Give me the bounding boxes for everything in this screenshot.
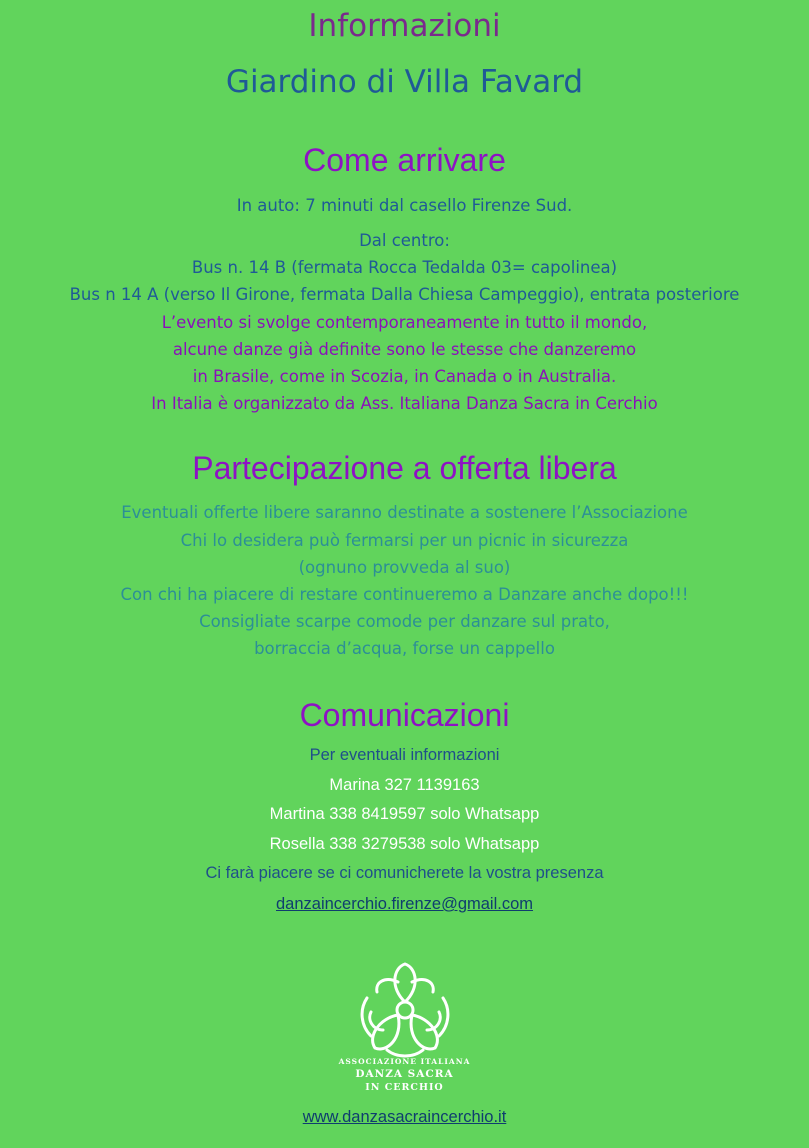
participation-line: borraccia d’acqua, forse un cappello xyxy=(254,639,555,658)
logo-text-line3: IN CERCHIO xyxy=(365,1082,444,1093)
participation-line: Eventuali offerte libere saranno destinate a sostenere l’Associazione xyxy=(121,503,688,522)
directions-center-label: Dal centro: xyxy=(359,231,450,250)
directions-car: In auto: 7 minuti dal casello Firenze Sud. xyxy=(236,196,573,215)
page-title: Informazioni xyxy=(308,8,501,44)
section-title-partecipazione: Partecipazione a offerta libera xyxy=(192,450,617,486)
email-line xyxy=(0,894,809,914)
directions-bus-14b: Bus n. 14 B (fermata Rocca Tedalda 03= capolinea) xyxy=(191,258,618,277)
participation-line: Con chi ha piacere di restare continueremo a Danzare anche dopo!!! xyxy=(120,585,689,604)
logo-text-line1: ASSOCIAZIONE ITALIANA xyxy=(338,1057,471,1066)
contact-martina: Martina 338 8419597 solo Whatsapp xyxy=(269,805,540,823)
event-description-line: alcune danze già definite sono le stesse che danzeremo xyxy=(172,340,637,359)
participation-line: Consigliate scarpe comode per danzare sul prato, xyxy=(199,612,610,631)
contact-intro: Per eventuali informazioni xyxy=(309,746,500,764)
participation-line: (ognuno provveda al suo) xyxy=(298,558,511,577)
contact-rosella: Rosella 338 3279538 solo Whatsapp xyxy=(269,835,540,853)
event-description-line: L’evento si svolge contemporaneamente in tutto il mondo, xyxy=(161,313,648,332)
event-description-line: In Italia è organizzato da Ass. Italiana Danza Sacra in Cerchio xyxy=(151,394,658,413)
contact-marina: Marina 327 1139163 xyxy=(329,776,480,794)
section-title-come-arrivare: Come arrivare xyxy=(303,142,506,178)
website-line xyxy=(0,1107,809,1127)
section-title-comunicazioni: Comunicazioni xyxy=(299,697,510,733)
venue-name: Giardino di Villa Favard xyxy=(225,64,584,100)
directions-bus-14a: Bus n 14 A (verso Il Girone, fermata Dalla Chiesa Campeggio), entrata posteriore xyxy=(69,285,740,304)
email-link[interactable]: danzaincerchio.firenze@gmail.com xyxy=(275,895,534,913)
website-link[interactable]: www.danzasacraincerchio.it xyxy=(302,1108,507,1126)
event-description-line: in Brasile, come in Scozia, in Canada o in Australia. xyxy=(192,367,617,386)
participation-line: Chi lo desidera può fermarsi per un picnic in sicurezza xyxy=(180,531,629,550)
contact-closing: Ci farà piacere se ci comunicherete la vostra presenza xyxy=(205,864,604,882)
logo-text-line2: DANZA SACRA xyxy=(355,1068,454,1080)
